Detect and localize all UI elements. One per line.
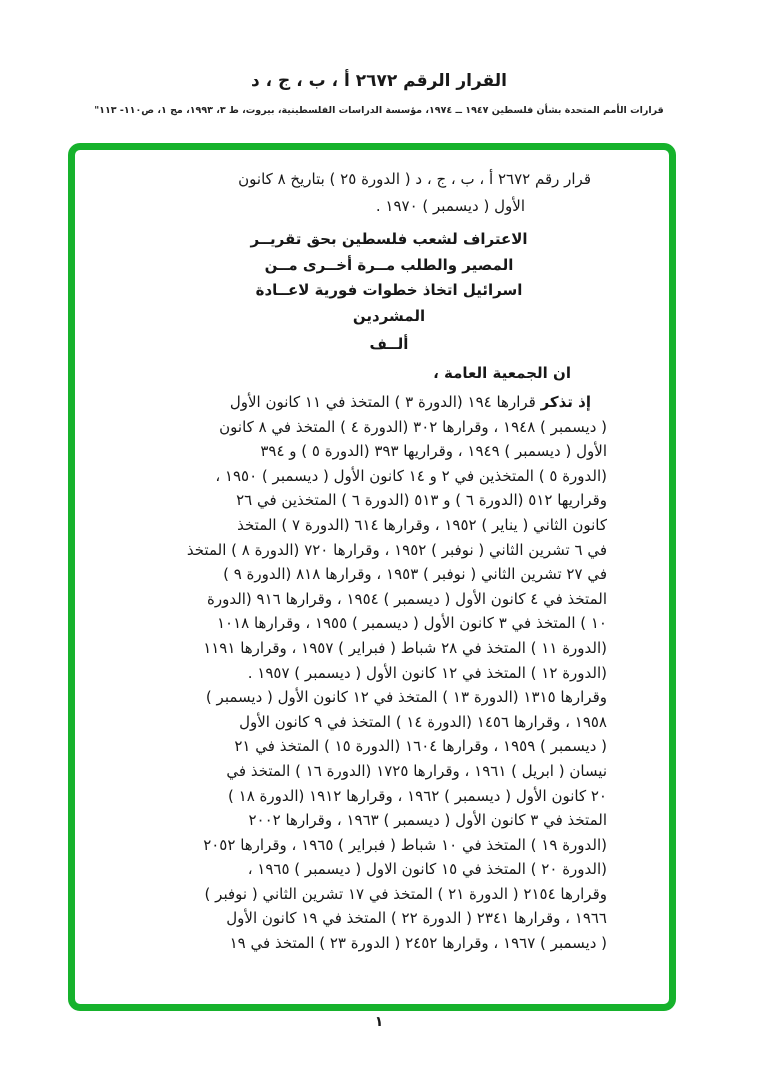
text-line: كانون الثاني ( يناير ) ١٩٥٢ ، وقرارها ٦١٤ (الدورة ٧ ) المتخذ <box>237 515 607 534</box>
text-line: ( ديسمبر ) ١٩٦٧ ، وقرارها ٢٤٥٢ ( الدورة ٢٣ ) المتخذ في ١٩ <box>229 934 607 953</box>
text-line: اسرائيل اتخاذ خطوات فورية لاعــادة <box>255 281 523 299</box>
text-line: نيسان ( ابريل ) ١٩٦١ ، وقرارها ١٧٢٥ (الدورة ١٦ ) المتخذ في <box>226 761 607 780</box>
text-line: ١٠ ) المتخذ في ٣ كانون الأول ( ديسمبر ) ١٩٥٥ ، وقرارها ١٠١٨ <box>216 614 607 633</box>
text-line: (الدورة ١٢ ) المتخذ في ١٢ كانون الأول ( ديسمبر ) ١٩٥٧ . <box>247 663 607 682</box>
page-title: القرار الرقم ٢٦٧٢ أ ، ب ، ج ، د <box>251 71 507 91</box>
section-label-alef: ألــف <box>369 335 409 353</box>
text-line: المتخذ في ٣ كانون الأول ( ديسمبر ) ١٩٦٣ ، وقرارها ٢٠٠٢ <box>248 811 607 830</box>
text-line: الاعتراف لشعب فلسطين بحق تقريــر <box>250 230 528 248</box>
resolution-body <box>171 390 607 956</box>
text-line: في ٦ تشرين الثاني ( نوفبر ) ١٩٥٢ ، وقرارها ٧٢٠ (الدورة ٨ ) المتخذ <box>186 540 607 559</box>
resolution-heading-line: قرار رقم ٢٦٧٢ أ ، ب ، ج ، د ( الدورة ٢٥ ) بتاريخ ٨ كانون <box>238 170 591 188</box>
source-citation: قرارات الأمم المتحدة بشأن فلسطين ١٩٤٧ ــ ١٩٧٤، مؤسسة الدراسات الفلسطينية، بيروت، ط ٣، ١٩٩٣، مج ١، ص١١٠- ١١٣" <box>94 105 664 116</box>
text-line: ١٩٦٦ ، وقرارها ٢٣٤١ ( الدورة ٢٢ ) المتخذ في ١٩ كانون الأول <box>226 909 607 928</box>
resolution-heading-line: الأول ( ديسمبر ) ١٩٧٠ . <box>375 197 525 215</box>
text-line: (الدورة ٥ ) المتخذين في ٢ و ١٤ كانون الأول ( ديسمبر ) ١٩٥٠ ، <box>215 466 607 485</box>
body-line-first <box>171 390 607 415</box>
text-line: ١٩٥٨ ، وقرارها ١٤٥٦ (الدورة ١٤ ) المتخذ في ٩ كانون الأول <box>239 712 607 731</box>
text-line: (الدورة ٢٠ ) المتخذ في ١٥ كانون الاول ( ديسمبر ) ١٩٦٥ ، <box>247 860 607 879</box>
page-number: ١ <box>374 1014 384 1030</box>
preamble-general-assembly: ان الجمعية العامة ، <box>433 364 571 382</box>
recalling-phrase: إذ تذكر <box>540 393 591 411</box>
text-line: ٢٠ كانون الأول ( ديسمبر ) ١٩٦٢ ، وقرارها ١٩١٢ (الدورة ١٨ ) <box>228 786 607 805</box>
body-lines-container <box>171 415 607 956</box>
resolution-text <box>171 166 607 956</box>
text-line: المصير والطلب مــرة أخــرى مــن <box>264 255 514 274</box>
text-line: وقرارها ٢١٥٤ ( الدورة ٢١ ) المتخذ في ١٧ تشرين الثاني ( نوفبر ) <box>204 884 607 903</box>
text-line: المشردين <box>352 306 426 325</box>
text-line: (الدورة ١١ ) المتخذ في ٢٨ شباط ( فبراير ) ١٩٥٧ ، وقرارها ١١٩١ <box>203 638 607 657</box>
text-line: في ٢٧ تشرين الثاني ( نوفبر ) ١٩٥٣ ، وقرارها ٨١٨ (الدورة ٩ ) <box>223 565 607 584</box>
text-line: وقراريها ٥١٢ (الدورة ٦ ) و ٥١٣ (الدورة ٦ ) المتخذين في ٢٦ <box>236 491 607 510</box>
resolution-subject <box>171 227 607 329</box>
text-line: الأول ( ديسمبر ) ١٩٤٩ ، وقراريها ٣٩٣ (الدورة ٥ ) و ٣٩٤ <box>260 442 607 461</box>
text-line: وقرارها ١٣١٥ (الدورة ١٣ ) المتخذ في ١٢ كانون الأول ( ديسمبر ) <box>205 688 607 707</box>
text-line: ( ديسمبر ) ١٩٤٨ ، وقرارها ٣٠٢ (الدورة ٤ ) المتخذ في ٨ كانون <box>219 417 607 436</box>
text-line: (الدورة ١٩ ) المتخذ في ١٠ شباط ( فبراير ) ١٩٦٥ ، وقرارها ٢٠٥٢ <box>203 835 607 854</box>
text-line: المتخذ في ٤ كانون الأول ( ديسمبر ) ١٩٥٤ ، وقرارها ٩١٦ (الدورة <box>206 589 607 608</box>
text-line: ( ديسمبر ) ١٩٥٩ ، وقرارها ١٦٠٤ (الدورة ١٥ ) المتخذ في ٢١ <box>234 737 607 756</box>
annotation-highlight-box <box>68 143 676 1011</box>
body-line-first-rest: قرارها ١٩٤ (الدورة ٣ ) المتخذ في ١١ كانون الأول <box>229 393 541 411</box>
